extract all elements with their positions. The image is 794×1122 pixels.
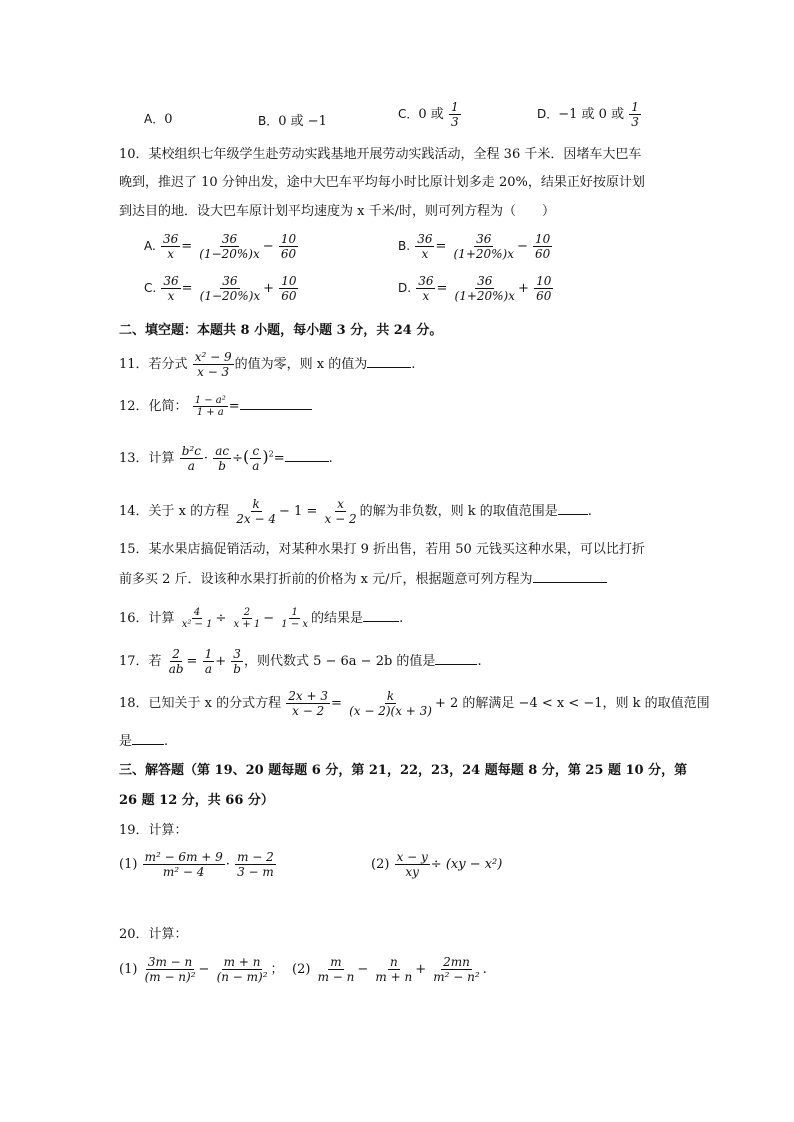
fraction-denominator: m² − 4 xyxy=(162,865,205,879)
fraction-numerator: 4 xyxy=(193,607,201,618)
section-3-title-line-2: 26 题 12 分，共 66 分） xyxy=(119,793,274,808)
q16: 16．计算 $\frac{4}{\text{x² − 1}}$ ÷ $\frac{2}{x + 1}$ − $\frac{1}{1 - x}$ 的结果是 . xyxy=(119,607,404,630)
fraction-numerator: m + n xyxy=(223,955,261,969)
q13: 13．计算 $\frac{\text{b²c}}{a}$ · $\frac{ac}{b}$ ÷( $\frac{c}{a}$ )$^2$= . xyxy=(119,444,333,473)
fraction xyxy=(250,444,261,473)
fraction-numerator: m² − 6m + 9 xyxy=(144,850,223,864)
fraction-numerator: 3m − n xyxy=(147,955,193,969)
q19-part-2: (2) $\frac{x - y}{xy}$ ÷ (xy − x²) xyxy=(371,850,503,879)
q19-title: 19．计算： xyxy=(119,823,188,838)
q20-part-1: (1) $\frac{3m - n}{\text{(m − n)²}}$ − $\frac{m + n}{\text{(n − m)²}}$ ； xyxy=(119,955,284,984)
answer-blank[interactable] xyxy=(435,652,477,665)
option-label: D． xyxy=(537,107,559,121)
answer-blank[interactable] xyxy=(533,570,607,583)
fraction xyxy=(279,607,310,630)
q18-line-2: 是 . xyxy=(119,734,169,749)
fraction xyxy=(143,850,225,879)
q20-part-2: (2) $\frac{m}{m - n}$ − $\frac{n}{m + n}$ + $\frac{2mn}{\text{m² − n²}}$ . xyxy=(292,955,487,984)
fraction-denominator: x² − 1 xyxy=(181,619,213,630)
fraction-numerator: 10 xyxy=(280,232,297,246)
fraction xyxy=(534,274,553,303)
answer-blank[interactable] xyxy=(240,397,312,410)
fraction-denominator: (x − 2)(x + 3) xyxy=(349,704,432,718)
fraction-denominator: x − 2 xyxy=(292,704,325,718)
answer-blank[interactable] xyxy=(285,449,329,462)
fraction-numerator: x xyxy=(337,497,344,511)
fraction-denominator: (1+20%)x xyxy=(454,289,516,303)
fraction-denominator: 60 xyxy=(535,247,551,261)
fraction-numerator: 36 xyxy=(222,274,238,288)
option-text: −1 或 0 或 xyxy=(558,107,625,122)
fraction-numerator: 36 xyxy=(417,232,433,246)
fraction xyxy=(533,232,552,261)
fraction-numerator: 10 xyxy=(535,232,551,246)
q10-option-a: A. $\frac{36}{x}$ = $\frac{36}{(1-20\%)x}$ − $\frac{10}{60}$ xyxy=(144,232,297,261)
q11: 11．若分式 $\frac{\text{x² − 9}}{x - 3}$ 的值为零，则 x 的值为 . xyxy=(119,350,416,379)
fraction-numerator: x − y xyxy=(396,850,428,864)
q10-line-3: 到达目的地．设大巴车原计划平均速度为 x 千米/时，则可列方程为（ ） xyxy=(119,204,555,219)
fraction-numerator: m − 2 xyxy=(237,850,274,864)
answer-blank[interactable] xyxy=(558,502,588,515)
fraction xyxy=(234,497,278,526)
fraction-denominator: m − n xyxy=(317,970,355,984)
fraction-denominator: 60 xyxy=(280,247,297,261)
q10-option-b: B. $\frac{36}{x}$ = $\frac{36}{(1+20\%)x}$ − $\frac{10}{60}$ xyxy=(398,232,551,261)
q12: 12．化简： $\frac{\text{1 − a²}}{1 + a}$ = xyxy=(119,395,312,418)
q18: 18．已知关于 x 的分式方程 $\frac{2x + 3}{x - 2}$ = $\frac{k}{(x - 2)(x + 3)}$ + 2 的解满足 −4 < x < −1，则 k 的取值范围 xyxy=(119,689,710,718)
fraction xyxy=(161,274,180,303)
fraction-numerator: 10 xyxy=(281,274,297,288)
q20-title: 20．计算： xyxy=(119,927,188,942)
fraction xyxy=(193,395,228,418)
fraction-numerator: 1 xyxy=(631,100,639,114)
fraction-numerator: k xyxy=(386,689,395,703)
q17: 17．若 $\frac{2}{ab}$ = $\frac{1}{a}$ + $\frac{3}{b}$ ，则代数式 5 − 6a − 2b 的值是 . xyxy=(119,647,482,676)
fraction-denominator: (n − m)² xyxy=(216,970,268,984)
fraction-denominator: 60 xyxy=(281,289,297,303)
fraction-denominator: a xyxy=(252,459,260,473)
fraction-numerator: x² − 9 xyxy=(194,350,232,364)
fraction-denominator: x xyxy=(422,289,430,303)
q9-option-c xyxy=(398,100,462,129)
fraction-denominator: 60 xyxy=(536,289,552,303)
answer-blank[interactable] xyxy=(363,609,399,622)
fraction xyxy=(416,274,435,303)
fraction-numerator: 2mn xyxy=(443,955,470,969)
fraction xyxy=(198,274,263,303)
fraction xyxy=(629,100,641,129)
fraction-denominator: m² − n² xyxy=(433,970,480,984)
fraction xyxy=(279,232,298,261)
fraction xyxy=(167,647,186,676)
q10-option-d: D. $\frac{36}{x}$ = $\frac{36}{(1+20\%)x}$ + $\frac{10}{60}$ xyxy=(398,274,552,303)
fraction-numerator: 1 xyxy=(204,647,213,661)
fraction-numerator: n xyxy=(389,955,398,969)
fraction-denominator: 1 − x xyxy=(281,619,309,630)
fraction-numerator: 1 − a² xyxy=(194,395,226,406)
fraction xyxy=(286,689,330,718)
fraction xyxy=(180,607,215,630)
fraction-numerator: 2x + 3 xyxy=(288,689,329,703)
fraction-denominator: ab xyxy=(168,662,184,676)
fraction-denominator: x − 3 xyxy=(197,365,230,379)
fraction xyxy=(143,955,198,984)
q9-option-d xyxy=(537,100,642,129)
fraction-denominator: b xyxy=(233,662,241,676)
fraction-denominator: x − 2 xyxy=(324,512,357,526)
fraction-numerator: c xyxy=(252,444,260,458)
fraction-denominator: x xyxy=(421,247,429,261)
fraction-denominator: 1 + a xyxy=(196,407,224,418)
q9-option-b xyxy=(258,110,327,129)
answer-blank[interactable] xyxy=(132,732,164,745)
q10-line-2: 晚到，推迟了 10 分钟出发，途中大巴车平均每小时比原计划多走 20%，结果正好按原计划 xyxy=(119,175,645,190)
option-label: B． xyxy=(258,114,279,128)
fraction-denominator: (m − n)² xyxy=(144,970,196,984)
option-text: 0 或 xyxy=(418,107,444,122)
fraction-numerator: 2 xyxy=(243,607,251,618)
fraction xyxy=(193,350,234,379)
fraction-denominator: a xyxy=(204,662,212,676)
fraction xyxy=(316,955,357,984)
fraction-denominator: 3 xyxy=(450,115,459,129)
fraction-numerator: k xyxy=(252,497,260,511)
q14: 14．关于 x 的方程 $\frac{k}{2x - 4}$ − 1 = $\frac{x}{x - 2}$ 的解为非负数，则 k 的取值范围是 . xyxy=(119,497,592,526)
fraction-denominator: xy xyxy=(405,865,419,879)
fraction-denominator: x xyxy=(167,289,175,303)
fraction-denominator: (1−20%)x xyxy=(199,289,261,303)
q15-line-1: 15．某水果店搞促销活动，对某种水果打 9 折出售，若用 50 元钱买这种水果，可以比打折 xyxy=(119,542,645,557)
fraction-numerator: 36 xyxy=(476,232,492,246)
fraction-numerator: 3 xyxy=(233,647,241,661)
fraction xyxy=(347,689,434,718)
fraction-denominator: x xyxy=(167,247,174,261)
fraction xyxy=(452,232,517,261)
section-2-title: 二、填空题：本题共 8 小题，每小题 3 分，共 24 分。 xyxy=(119,323,443,338)
fraction-denominator: m + n xyxy=(375,970,413,984)
fraction-denominator: (1+20%)x xyxy=(453,247,514,261)
fraction xyxy=(213,444,231,473)
fraction-numerator: 36 xyxy=(418,274,434,288)
fraction-denominator: 3 − m xyxy=(237,865,274,879)
fraction xyxy=(415,232,434,261)
answer-blank[interactable] xyxy=(367,355,411,368)
fraction-denominator: a xyxy=(187,459,195,473)
option-label: C． xyxy=(398,107,419,121)
fraction-numerator: 10 xyxy=(536,274,552,288)
fraction-numerator: 1 xyxy=(291,607,298,618)
option-label: A． xyxy=(144,112,165,126)
fraction-numerator: b²c xyxy=(181,444,201,458)
fraction-numerator: 1 xyxy=(450,100,459,114)
fraction-denominator: b xyxy=(218,459,226,473)
fraction-numerator: ac xyxy=(215,444,230,458)
fraction xyxy=(203,647,215,676)
fraction xyxy=(161,232,180,261)
fraction xyxy=(232,607,263,630)
fraction-numerator: 36 xyxy=(221,232,238,246)
option-text: 0 xyxy=(164,112,173,127)
fraction-numerator: 2 xyxy=(172,647,180,661)
q19-part-1: (1) $\frac{\text{m² − 6m + 9}}{\text{m² − 4}}$ · $\frac{m - 2}{3 - m}$ xyxy=(119,850,274,879)
fraction-denominator: (1−20%)x xyxy=(199,247,260,261)
fraction xyxy=(373,955,414,984)
q10-option-c: C. $\frac{36}{x}$ = $\frac{36}{(1-20\%)x}$ + $\frac{10}{60}$ xyxy=(144,274,297,303)
fraction xyxy=(215,955,270,984)
fraction xyxy=(197,232,262,261)
fraction-numerator: 36 xyxy=(477,274,493,288)
q9-option-a xyxy=(144,110,173,127)
q10-line-1: 10．某校组织七年级学生赴劳动实践基地开展劳动实践活动，全程 36 千米．因堵车大巴车 xyxy=(119,147,642,162)
fraction xyxy=(449,100,461,129)
fraction xyxy=(279,274,298,303)
fraction xyxy=(235,850,276,879)
fraction-numerator: m xyxy=(330,955,342,969)
section-3-title-line-1: 三、解答题（第 19、20 题每题 6 分，第 21，22，23，24 题每题 8 分，第 25 题 10 分，第 xyxy=(119,763,688,778)
fraction-denominator: 2x − 4 xyxy=(236,512,277,526)
fraction xyxy=(231,647,243,676)
fraction-numerator: 36 xyxy=(162,232,179,246)
fraction xyxy=(395,850,430,879)
fraction xyxy=(323,497,359,526)
option-text: 0 或 −1 xyxy=(278,114,327,129)
fraction-numerator: 36 xyxy=(163,274,179,288)
fraction xyxy=(180,444,203,473)
fraction xyxy=(453,274,518,303)
fraction-denominator: 3 xyxy=(631,115,639,129)
q15-line-2: 前多买 2 斤．设该种水果打折前的价格为 x 元/斤，根据题意可列方程为 xyxy=(119,570,607,589)
fraction-denominator: x + 1 xyxy=(233,619,261,630)
fraction xyxy=(431,955,481,984)
